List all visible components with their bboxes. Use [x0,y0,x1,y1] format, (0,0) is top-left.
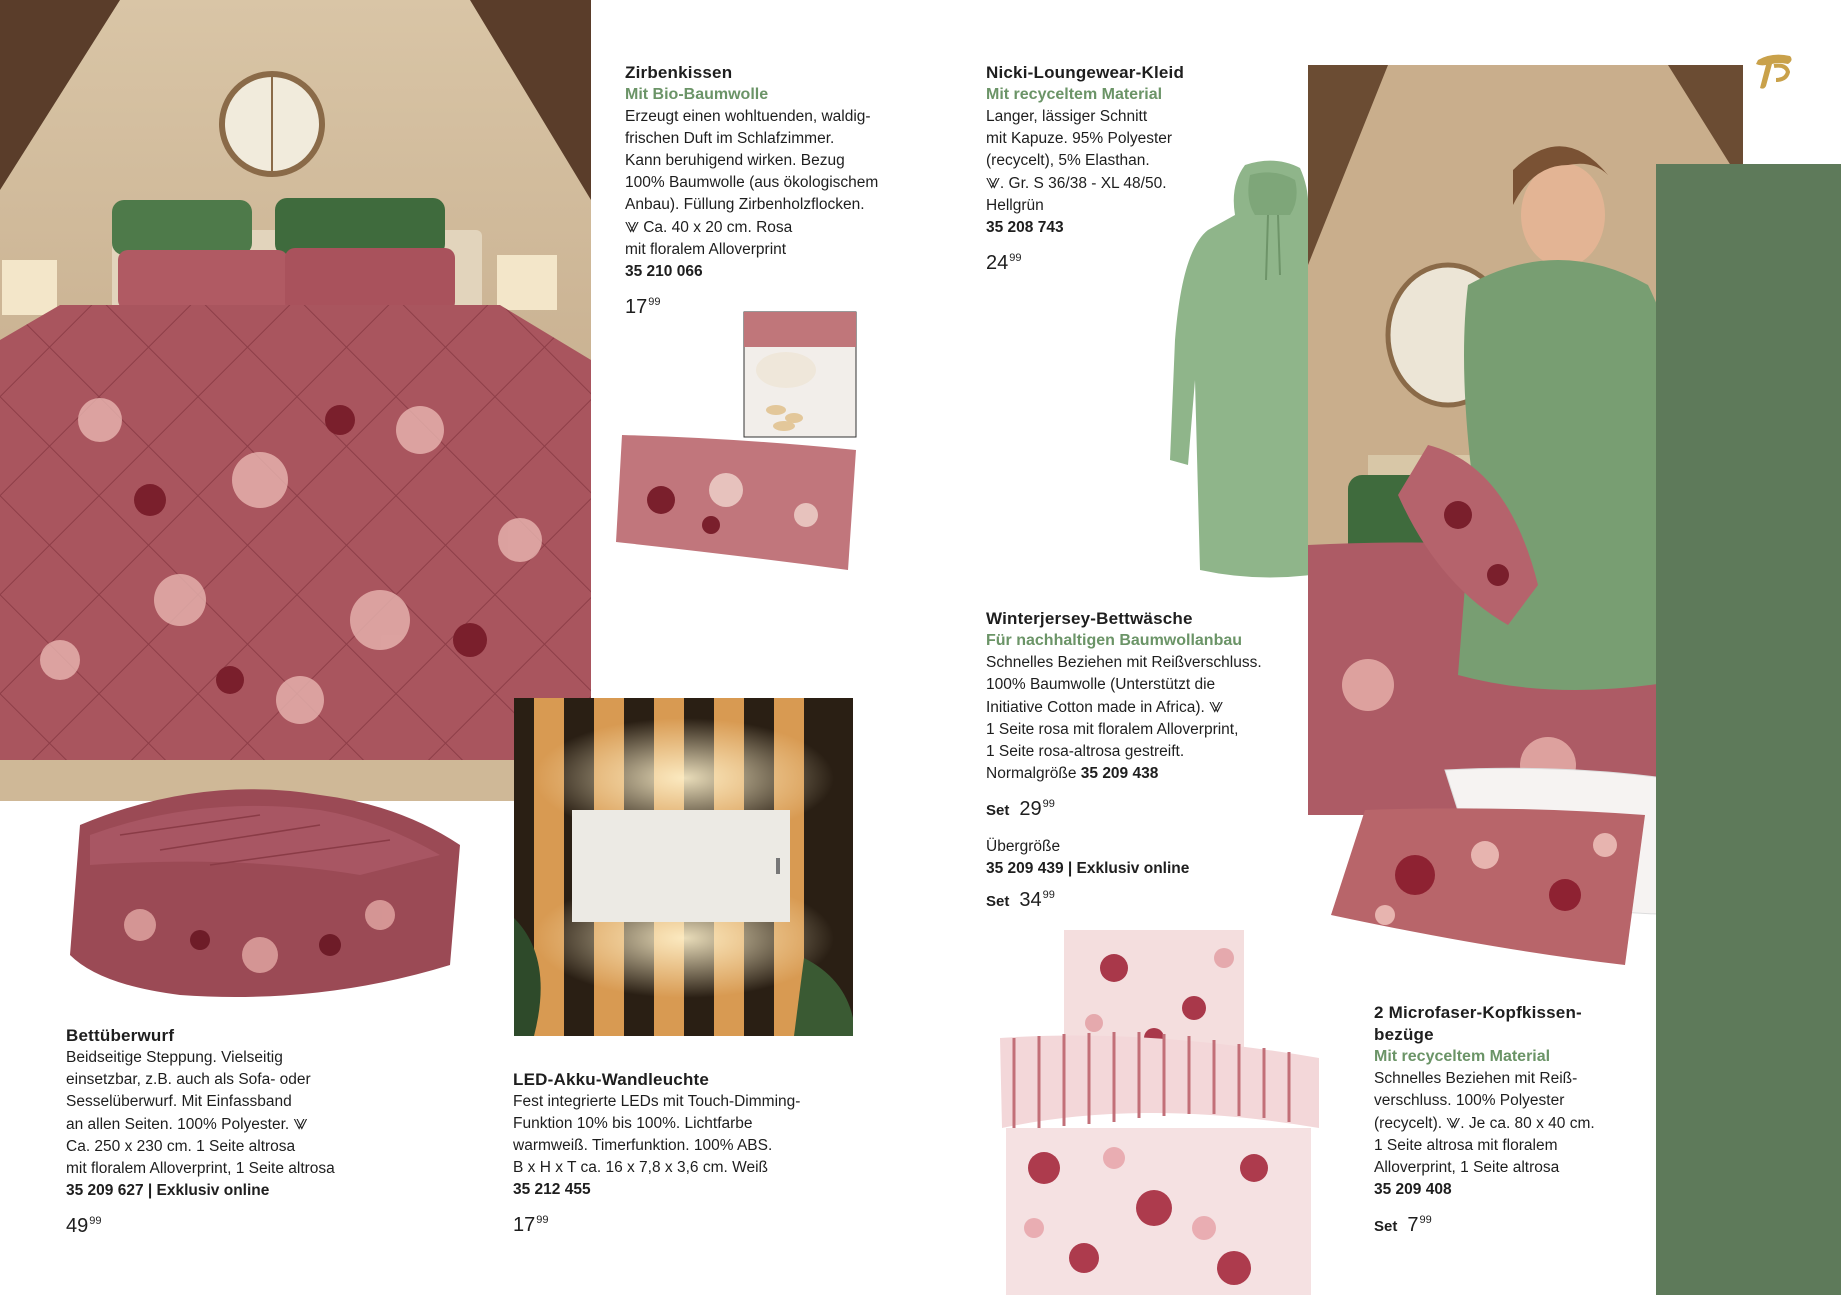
size-label: Normalgröße [986,765,1077,782]
desc-line: (recycelt). [1374,1115,1443,1132]
product-title: bezüge [1374,1025,1434,1044]
desc-line: Anbau). Füllung Zirbenholzflocken. [625,196,865,213]
product-title: LED-Akku-Wandleuchte [513,1070,710,1089]
bedding-set-photo [994,928,1324,1295]
price: $49^{99}$ [66,1215,102,1237]
desc-line: frischen Duft im Schlafzimmer. [625,130,835,147]
price: Set $7^{99}$ [1374,1214,1432,1236]
desc-line: verschluss. 100% Polyester [1374,1092,1565,1109]
product-title: Zirbenkissen [625,63,733,82]
desc-line: 100% Baumwolle (Unterstützt die [986,676,1216,693]
desc-line: Ca. 40 x 20 cm. Rosa [643,219,793,236]
product-subtitle: Für nachhaltigen Baumwollanbau [986,632,1243,649]
desc-line: Fest integrierte LEDs mit Touch-Dimming- [513,1093,801,1110]
desc-line: Erzeugt einen wohltuenden, waldig- [625,108,871,125]
desc-line: 1 Seite altrosa mit floralem [1374,1137,1558,1154]
product-subtitle: Mit recyceltem Material [986,86,1163,103]
article-number: 35 209 438 [1080,765,1159,782]
tchibo-logo-icon [1752,50,1796,92]
desc-line: mit floralem Alloverprint [625,241,787,258]
product-title: 2 Microfaser-Kopfkissen- [1374,1003,1582,1022]
article-number: 35 209 627 | Exklusiv online [66,1182,270,1199]
desc-line: Beidseitige Steppung. Vielseitig [66,1049,283,1066]
price: $17^{99}$ [513,1214,549,1236]
wash-symbol-icon: ⨈ [293,1116,308,1132]
product-zirbenkissen [625,62,925,318]
article-number: 35 209 408 [1374,1181,1452,1198]
desc-line: mit floralem Alloverprint, 1 Seite altrosa [66,1160,335,1177]
price: Set $29^{99}$ [986,798,1055,820]
desc-line: Langer, lässiger Schnitt [986,108,1148,125]
price: $17^{99}$ [625,296,661,318]
product-title: Nicki-Loungewear-Kleid [986,63,1185,82]
wash-symbol-icon: ⨈ [1446,1115,1461,1131]
article-number: 35 210 066 [625,263,703,280]
price: $24^{99}$ [986,252,1022,274]
price: Set $34^{99}$ [986,889,1055,911]
desc-line: Schnelles Beziehen mit Reiß- [1374,1070,1578,1087]
product-winterjersey-bedding [986,608,1306,913]
article-number: 35 212 455 [513,1181,591,1198]
desc-line: Hellgrün [986,197,1044,214]
product-subtitle: Mit Bio-Baumwolle [625,86,769,103]
product-title: Bettüberwurf [66,1026,175,1045]
desc-line: (recycelt), 5% Elasthan. [986,152,1150,169]
desc-line: einsetzbar, z.B. auch als Sofa- oder [66,1071,311,1088]
product-loungewear-dress [986,62,1266,274]
desc-line: Kann beruhigend wirken. Bezug [625,152,845,169]
desc-line: an allen Seiten. 100% Polyester. [66,1116,290,1133]
wall-lamp-photo [514,698,853,1036]
desc-line: . Gr. S 36/38 - XL 48/50. [999,175,1167,192]
desc-line: Alloverprint, 1 Seite altrosa [1374,1159,1560,1176]
folded-throw-photo [60,755,470,1015]
desc-line: 1 Seite rosa-altrosa gestreift. [986,743,1185,760]
product-subtitle: Mit recyceltem Material [1374,1048,1551,1065]
desc-line: mit Kapuze. 95% Polyester [986,130,1173,147]
desc-line: . Je ca. 80 x 40 cm. [1460,1115,1595,1132]
desc-line: Funktion 10% bis 100%. Lichtfarbe [513,1115,753,1132]
article-number: 35 209 439 | Exklusiv online [986,860,1190,877]
desc-line: 100% Baumwolle (aus ökologischem [625,174,879,191]
product-pillowcases [1374,1002,1644,1238]
desc-line: B x H x T ca. 16 x 7,8 x 3,6 cm. Weiß [513,1159,768,1176]
size-label: Übergröße [986,838,1061,855]
desc-line: Ca. 250 x 230 cm. 1 Seite altrosa [66,1138,296,1155]
product-title: Winterjersey-Bettwäsche [986,609,1193,628]
desc-line: Sesselüberwurf. Mit Einfassband [66,1093,292,1110]
desc-line: 1 Seite rosa mit floralem Alloverprint, [986,721,1239,738]
article-number: 35 208 743 [986,219,1064,236]
product-bedspread [66,1025,396,1237]
bedroom-photo [0,0,591,801]
desc-line: Initiative Cotton made in Africa). [986,699,1205,716]
wash-symbol-icon: ⨈ [625,219,639,235]
cushion-photo [616,310,866,570]
desc-line: warmweiß. Timerfunktion. 100% ABS. [513,1137,773,1154]
wash-symbol-icon: ⨈ [1209,699,1224,715]
product-led-wall-light [513,1069,843,1236]
sidebar-color-block [1656,164,1841,1295]
desc-line: Schnelles Beziehen mit Reißverschluss. [986,654,1262,671]
wash-symbol-icon: ⨈ [986,175,1000,191]
